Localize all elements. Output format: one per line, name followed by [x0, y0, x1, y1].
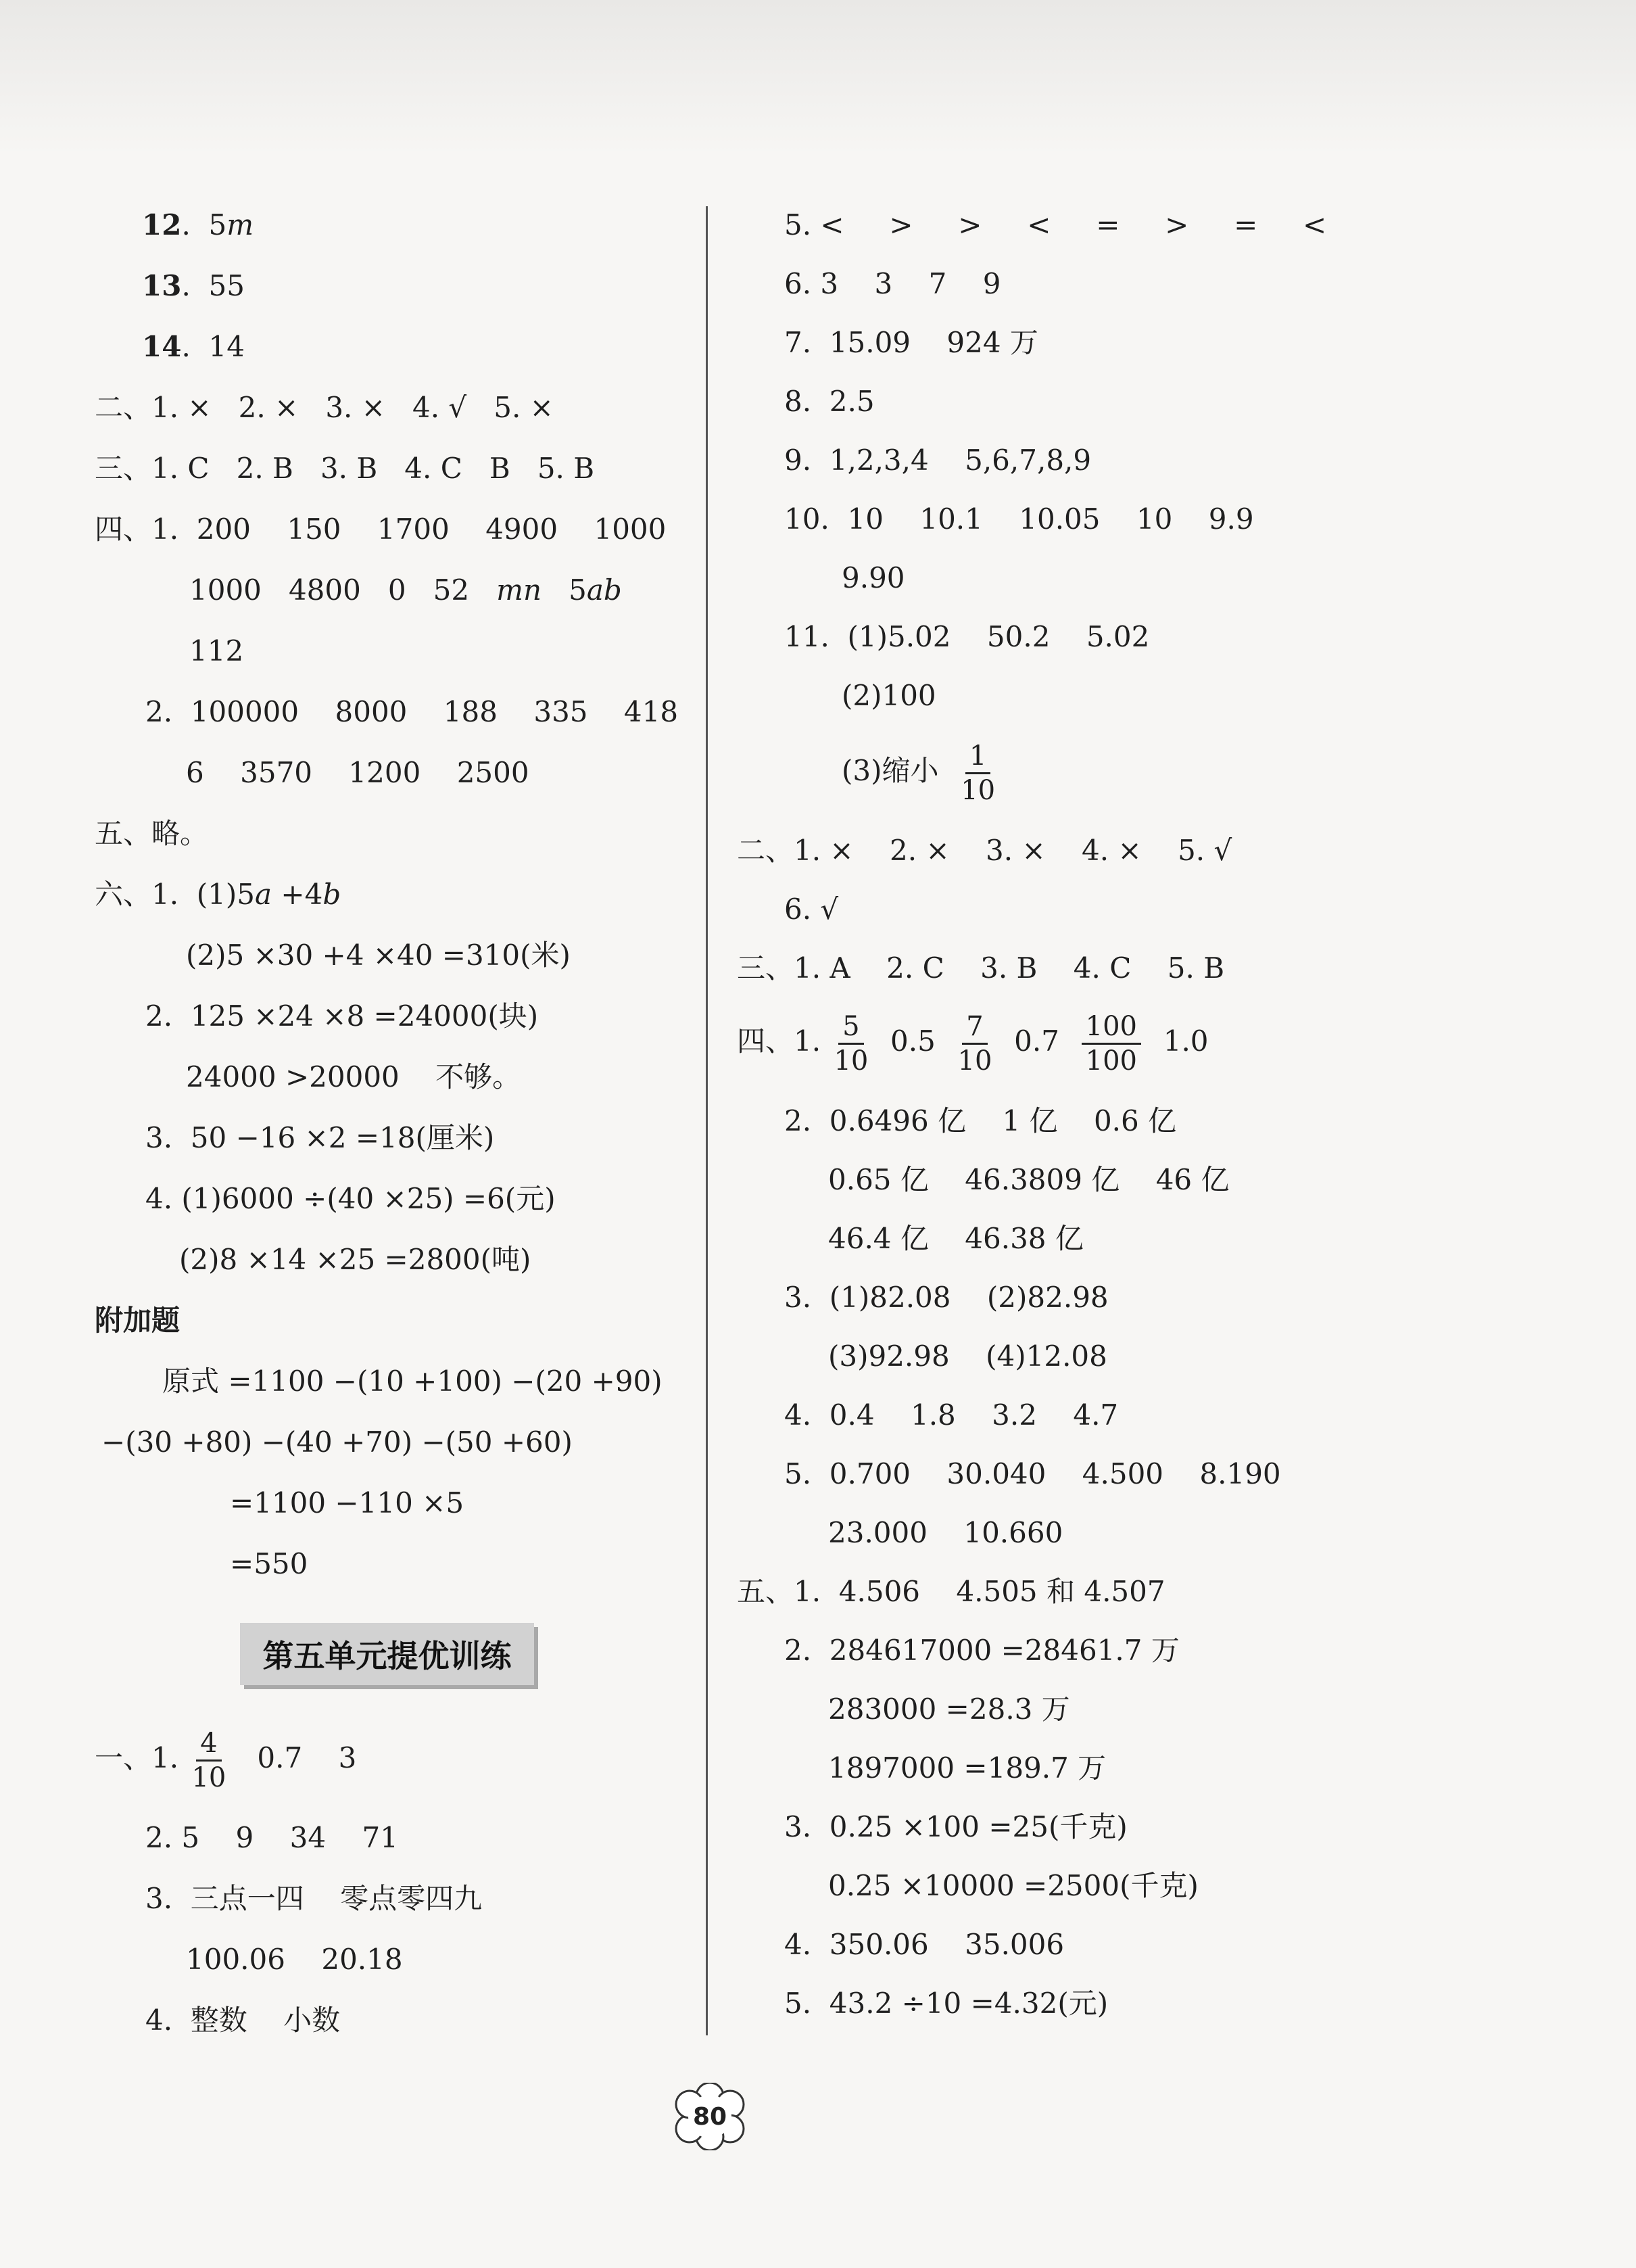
page-top-shadow [0, 0, 1636, 156]
answer-line: 2. 0.6496 亿 1 亿 0.6 亿 [784, 1104, 1177, 1137]
answer-line: 5. < > > < = > = < [784, 208, 1327, 241]
answer-line: 283000 =28.3 万 [828, 1693, 1070, 1726]
answer-line: (3)缩小 $\frac{1}{10}$ [842, 740, 996, 806]
answer-line: 112 [189, 634, 244, 667]
answer-line: 4. 0.4 1.8 3.2 4.7 [784, 1398, 1119, 1432]
bonus-heading: 附加题 [95, 1304, 181, 1337]
answer-line: 10. 10 10.1 10.05 10 9.9 [784, 502, 1254, 536]
fraction: $\frac{4}{10}$ [191, 1727, 226, 1793]
answer-line: (3)92.98 (4)12.08 [828, 1340, 1107, 1373]
answer-line: 3. 50 −16 ×2 =18(厘米) [145, 1121, 495, 1154]
answer-line: (2)5 ×30 +4 ×40 =310(米) [186, 939, 571, 972]
page-number-badge [669, 2083, 750, 2150]
answer-line: 2. 284617000 =28461.7 万 [784, 1634, 1180, 1667]
answer-line: 四、1. $\frac{5}{10}$ 0.5 $\frac{7}{10}$ 0.7 $\frac{100}{100}$ 1.0 [737, 1010, 1209, 1077]
fraction: $\frac{5}{10}$ [834, 1010, 869, 1077]
fraction: $\frac{1}{10}$ [961, 740, 996, 806]
answer-line: (2)100 [842, 679, 936, 712]
answer-line: 0.65 亿 46.3809 亿 46 亿 [828, 1163, 1230, 1196]
answer-line: 14. 14 [142, 330, 245, 363]
answer-line: 五、略。 [95, 817, 209, 850]
answer-line: 4. 350.06 35.006 [784, 1928, 1065, 1961]
answer-line: =1100 −110 ×5 [230, 1486, 464, 1519]
answer-line: 3. 三点一四 零点零四九 [145, 1882, 483, 1915]
answer-line: 5. 0.700 30.040 4.500 8.190 [784, 1457, 1281, 1490]
answer-line: 11. (1)5.02 50.2 5.02 [784, 620, 1150, 653]
answer-line: 8. 2.5 [784, 385, 875, 418]
answer-line: 9.90 [842, 561, 905, 594]
answer-line: 6. 3 3 7 9 [784, 267, 1001, 300]
answer-line: −(30 +80) −(40 +70) −(50 +60) [101, 1425, 573, 1459]
answer-line: 2. 125 ×24 ×8 =24000(块) [145, 999, 539, 1033]
answer-line: 4. 整数 小数 [145, 2004, 341, 2037]
answer-line: 3. (1)82.08 (2)82.98 [784, 1281, 1109, 1314]
answer-line: 3. 0.25 ×100 =25(千克) [784, 1810, 1128, 1843]
answer-line: 2. 100000 8000 188 335 418 [145, 695, 679, 728]
answer-line: 三、1. C 2. B 3. B 4. C B 5. B [95, 452, 595, 485]
fraction: $\frac{7}{10}$ [957, 1010, 992, 1077]
answer-line: 7. 15.09 924 万 [784, 326, 1038, 359]
answer-line: 100.06 20.18 [186, 1943, 403, 1976]
section-title: 第五单元提优训练 [240, 1623, 534, 1685]
answer-line: 12. 5m [142, 208, 254, 241]
answer-line: 13. 55 [142, 269, 245, 302]
answer-line: 0.25 ×10000 =2500(千克) [828, 1869, 1199, 1902]
answer-line: 1000 4800 0 52 mn 5ab [189, 573, 622, 607]
answer-line: 2. 5 9 34 71 [145, 1821, 398, 1854]
answer-line: 46.4 亿 46.38 亿 [828, 1222, 1084, 1255]
page-number: 80 [692, 2102, 727, 2131]
answer-line: 二、1. × 2. × 3. × 4. × 5. √ [737, 834, 1232, 867]
fraction: $\frac{100}{100}$ [1082, 1010, 1141, 1077]
answer-line: 6 3570 1200 2500 [186, 756, 529, 789]
column-divider [706, 206, 708, 2035]
answer-line: 4. (1)6000 ÷(40 ×25) =6(元) [145, 1182, 556, 1215]
answer-line: 二、1. × 2. × 3. × 4. √ 5. × [95, 391, 554, 424]
answer-line: =550 [230, 1547, 308, 1580]
answer-line: 5. 43.2 ÷10 =4.32(元) [784, 1987, 1109, 2020]
answer-line: 五、1. 4.506 4.505 和 4.507 [737, 1575, 1165, 1608]
answer-line: 24000 >20000 不够。 [186, 1060, 521, 1093]
answer-line: 三、1. A 2. C 3. B 4. C 5. B [737, 951, 1225, 985]
answer-line: 原式 =1100 −(10 +100) −(20 +90) [162, 1365, 663, 1398]
answer-line: 9. 1,2,3,4 5,6,7,8,9 [784, 444, 1092, 477]
answer-line: (2)8 ×14 ×25 =2800(吨) [179, 1243, 531, 1276]
answer-line: 6. √ [784, 893, 839, 926]
answer-line: 23.000 10.660 [828, 1516, 1063, 1549]
answer-line: 六、1. (1)5a +4b [95, 878, 341, 911]
answer-line: 1897000 =189.7 万 [828, 1751, 1107, 1785]
answer-line: 四、1. 200 150 1700 4900 1000 [95, 513, 667, 546]
answer-line: 一、1. $\frac{4}{10}$ 0.7 3 [95, 1727, 357, 1793]
